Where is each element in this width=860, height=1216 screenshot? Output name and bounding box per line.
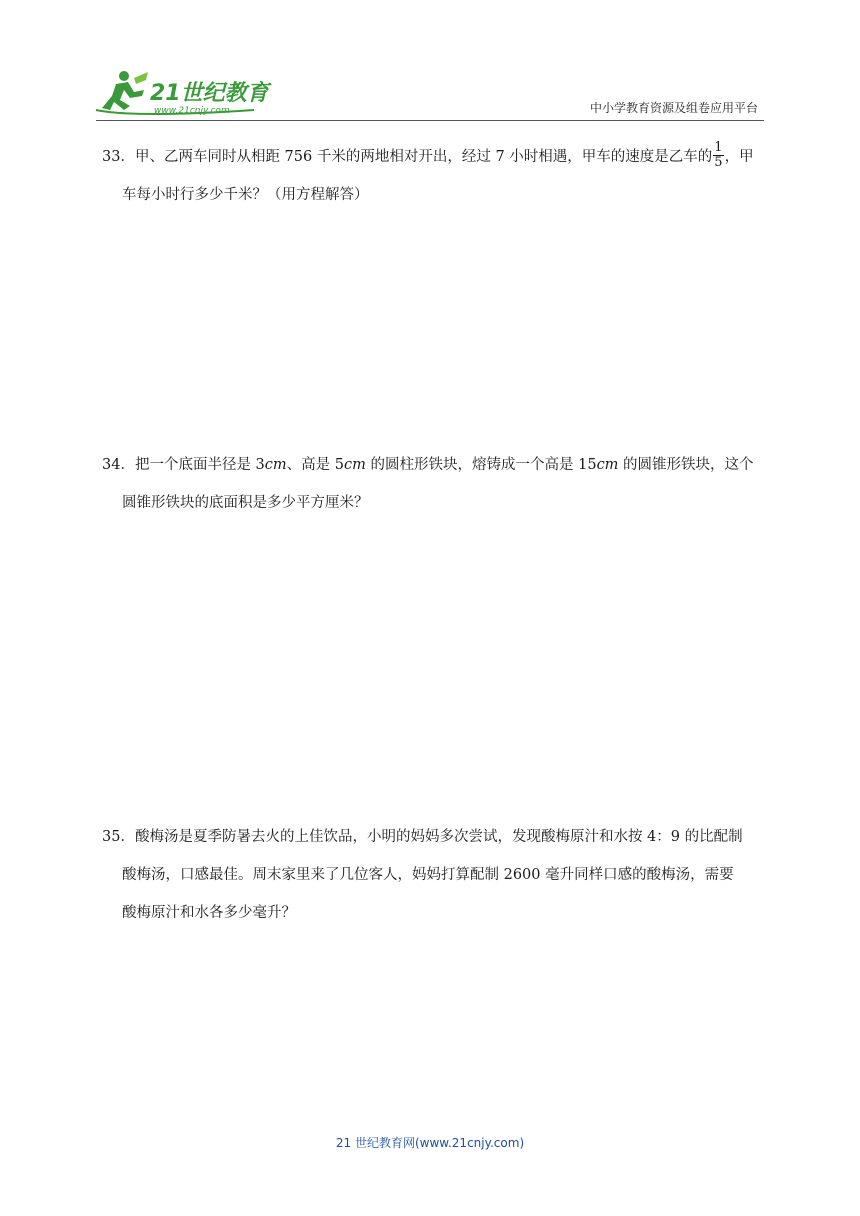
footer-link[interactable]: 21 世纪教育网(www.21cnjy.com): [335, 1136, 525, 1150]
question-number: 33: [102, 149, 121, 165]
fraction-denominator: 5: [714, 154, 723, 170]
logo-url: www.21cnjy.com: [154, 106, 230, 116]
question-text-line2: 车每小时行多少千米？（用方程解答）: [122, 187, 369, 203]
runner-logo-icon: [94, 66, 294, 118]
header-divider: [96, 120, 764, 121]
question-text-line2: 酸梅汤，口感最佳。周末家里来了几位客人，妈妈打算配制 2600 毫升同样口感的酸梅汤，需要: [122, 867, 734, 883]
question-number: 35: [102, 829, 121, 845]
question-number: 34: [102, 457, 121, 473]
question-35: 35．酸梅汤是夏季防暑去火的上佳饮品，小明的妈妈多次尝试，发现酸梅原汁和水按 4：9 的比配制 酸梅汤，口感最佳。周末家里来了几位客人，妈妈打算配制 2600 毫升同样口感的酸梅汤，需要 酸梅原汁和水各多少毫升？: [102, 818, 762, 932]
question-text: 把一个底面半径是 3: [134, 457, 265, 473]
fraction: [713, 141, 723, 170]
fraction-numerator: 1: [714, 139, 723, 155]
question-text-line3: 酸梅原汁和水各多少毫升？: [122, 905, 296, 921]
question-text: 、高是 5: [286, 457, 345, 473]
unit: cm: [344, 457, 366, 473]
site-logo: [94, 66, 294, 118]
logo-text: 21世纪教育: [150, 81, 269, 106]
platform-name: 中小学教育资源及组卷应用平台: [589, 101, 758, 115]
question-34: 34．把一个底面半径是 3cm、高是 5cm 的圆柱形铁块，熔铸成一个高是 15cm 的圆锥形铁块，这个 圆锥形铁块的底面积是多少平方厘米？: [102, 446, 762, 522]
unit: cm: [596, 457, 619, 473]
question-text-line2: 圆锥形铁块的底面积是多少平方厘米？: [122, 495, 369, 511]
question-33: 33．甲、乙两车同时从相距 756 千米的两地相对开出，经过 7 小时相遇，甲车的速度是乙车的 $\frac{1}{5}$ ，甲 车每小时行多少千米？（用方程解答）: [102, 138, 762, 214]
question-text-tail: ，甲: [724, 149, 754, 165]
unit: cm: [264, 457, 287, 473]
question-text: 的圆柱形铁块，熔铸成一个高是 15: [365, 457, 597, 473]
question-text: 甲、乙两车同时从相距 756 千米的两地相对开出，经过 7 小时相遇，甲车的速度是乙车的: [134, 149, 713, 165]
question-text: 酸梅汤是夏季防暑去火的上佳饮品，小明的妈妈多次尝试，发现酸梅原汁和水按 4：9 的比配制: [134, 829, 743, 845]
question-text: 的圆锥形铁块，这个: [618, 457, 754, 473]
